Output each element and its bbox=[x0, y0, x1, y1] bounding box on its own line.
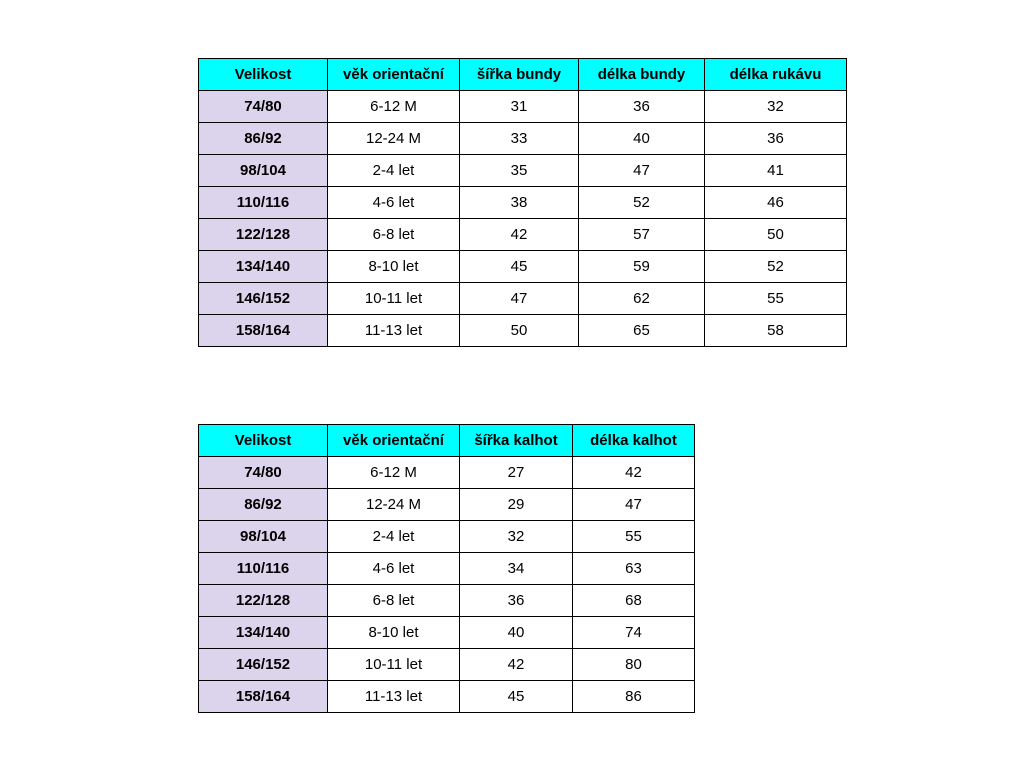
age-cell: 10-11 let bbox=[328, 649, 460, 681]
pants-width-cell: 34 bbox=[460, 553, 573, 585]
size-cell: 110/116 bbox=[199, 187, 328, 219]
jacket-size-table bbox=[198, 58, 847, 347]
sleeve-length-cell: 32 bbox=[705, 91, 847, 123]
jacket-width-cell: 45 bbox=[460, 251, 579, 283]
sleeve-length-cell: 55 bbox=[705, 283, 847, 315]
jacket-width-cell: 35 bbox=[460, 155, 579, 187]
size-cell: 86/92 bbox=[199, 489, 328, 521]
pants-width-cell: 36 bbox=[460, 585, 573, 617]
pants-length-cell: 68 bbox=[573, 585, 695, 617]
age-cell: 12-24 M bbox=[328, 489, 460, 521]
size-cell: 86/92 bbox=[199, 123, 328, 155]
age-cell: 11-13 let bbox=[328, 681, 460, 713]
jacket-width-cell: 47 bbox=[460, 283, 579, 315]
pants-length-cell: 47 bbox=[573, 489, 695, 521]
table-row bbox=[199, 251, 847, 283]
size-cell: 110/116 bbox=[199, 553, 328, 585]
jacket-length-cell: 40 bbox=[579, 123, 705, 155]
table-row bbox=[199, 681, 695, 713]
size-cell: 158/164 bbox=[199, 315, 328, 347]
header-size: Velikost bbox=[199, 425, 328, 457]
size-cell: 122/128 bbox=[199, 219, 328, 251]
sleeve-length-cell: 52 bbox=[705, 251, 847, 283]
table-row bbox=[199, 283, 847, 315]
size-cell: 74/80 bbox=[199, 91, 328, 123]
table-row bbox=[199, 315, 847, 347]
jacket-table-header bbox=[199, 59, 847, 91]
age-cell: 6-8 let bbox=[328, 585, 460, 617]
age-cell: 6-12 M bbox=[328, 457, 460, 489]
sleeve-length-cell: 50 bbox=[705, 219, 847, 251]
pants-table-header bbox=[199, 425, 695, 457]
header-jacket-width: šířka bundy bbox=[460, 59, 579, 91]
size-cell: 134/140 bbox=[199, 251, 328, 283]
table-row bbox=[199, 91, 847, 123]
pants-width-cell: 42 bbox=[460, 649, 573, 681]
jacket-width-cell: 38 bbox=[460, 187, 579, 219]
table-row bbox=[199, 219, 847, 251]
table-row bbox=[199, 123, 847, 155]
table-row bbox=[199, 155, 847, 187]
table-row bbox=[199, 585, 695, 617]
age-cell: 6-12 M bbox=[328, 91, 460, 123]
pants-width-cell: 29 bbox=[460, 489, 573, 521]
jacket-length-cell: 59 bbox=[579, 251, 705, 283]
pants-size-table bbox=[198, 424, 695, 713]
pants-length-cell: 86 bbox=[573, 681, 695, 713]
size-cell: 146/152 bbox=[199, 649, 328, 681]
jacket-length-cell: 36 bbox=[579, 91, 705, 123]
jacket-length-cell: 65 bbox=[579, 315, 705, 347]
table-row bbox=[199, 521, 695, 553]
age-cell: 8-10 let bbox=[328, 617, 460, 649]
age-cell: 2-4 let bbox=[328, 521, 460, 553]
jacket-width-cell: 33 bbox=[460, 123, 579, 155]
table-row bbox=[199, 649, 695, 681]
age-cell: 6-8 let bbox=[328, 219, 460, 251]
table-row bbox=[199, 553, 695, 585]
size-cell: 146/152 bbox=[199, 283, 328, 315]
age-cell: 4-6 let bbox=[328, 187, 460, 219]
pants-width-cell: 32 bbox=[460, 521, 573, 553]
header-age: věk orientační bbox=[328, 59, 460, 91]
age-cell: 10-11 let bbox=[328, 283, 460, 315]
size-cell: 74/80 bbox=[199, 457, 328, 489]
sleeve-length-cell: 41 bbox=[705, 155, 847, 187]
size-cell: 122/128 bbox=[199, 585, 328, 617]
jacket-width-cell: 31 bbox=[460, 91, 579, 123]
table-row bbox=[199, 617, 695, 649]
jacket-length-cell: 52 bbox=[579, 187, 705, 219]
jacket-length-cell: 47 bbox=[579, 155, 705, 187]
age-cell: 12-24 M bbox=[328, 123, 460, 155]
jacket-length-cell: 62 bbox=[579, 283, 705, 315]
header-age: věk orientační bbox=[328, 425, 460, 457]
jacket-length-cell: 57 bbox=[579, 219, 705, 251]
size-cell: 134/140 bbox=[199, 617, 328, 649]
header-row bbox=[199, 425, 695, 457]
age-cell: 11-13 let bbox=[328, 315, 460, 347]
table-row bbox=[199, 489, 695, 521]
size-cell: 98/104 bbox=[199, 155, 328, 187]
header-row bbox=[199, 59, 847, 91]
pants-length-cell: 63 bbox=[573, 553, 695, 585]
pants-width-cell: 27 bbox=[460, 457, 573, 489]
pants-length-cell: 74 bbox=[573, 617, 695, 649]
pants-length-cell: 80 bbox=[573, 649, 695, 681]
header-sleeve-length: délka rukávu bbox=[705, 59, 847, 91]
pants-length-cell: 42 bbox=[573, 457, 695, 489]
header-pants-width: šířka kalhot bbox=[460, 425, 573, 457]
table-row bbox=[199, 187, 847, 219]
age-cell: 8-10 let bbox=[328, 251, 460, 283]
jacket-width-cell: 50 bbox=[460, 315, 579, 347]
pants-table-body bbox=[199, 457, 695, 713]
sleeve-length-cell: 46 bbox=[705, 187, 847, 219]
size-cell: 158/164 bbox=[199, 681, 328, 713]
pants-width-cell: 40 bbox=[460, 617, 573, 649]
jacket-table-body bbox=[199, 91, 847, 347]
jacket-width-cell: 42 bbox=[460, 219, 579, 251]
age-cell: 2-4 let bbox=[328, 155, 460, 187]
header-size: Velikost bbox=[199, 59, 328, 91]
pants-length-cell: 55 bbox=[573, 521, 695, 553]
sleeve-length-cell: 36 bbox=[705, 123, 847, 155]
header-pants-length: délka kalhot bbox=[573, 425, 695, 457]
pants-width-cell: 45 bbox=[460, 681, 573, 713]
size-cell: 98/104 bbox=[199, 521, 328, 553]
header-jacket-length: délka bundy bbox=[579, 59, 705, 91]
table-row bbox=[199, 457, 695, 489]
age-cell: 4-6 let bbox=[328, 553, 460, 585]
sleeve-length-cell: 58 bbox=[705, 315, 847, 347]
